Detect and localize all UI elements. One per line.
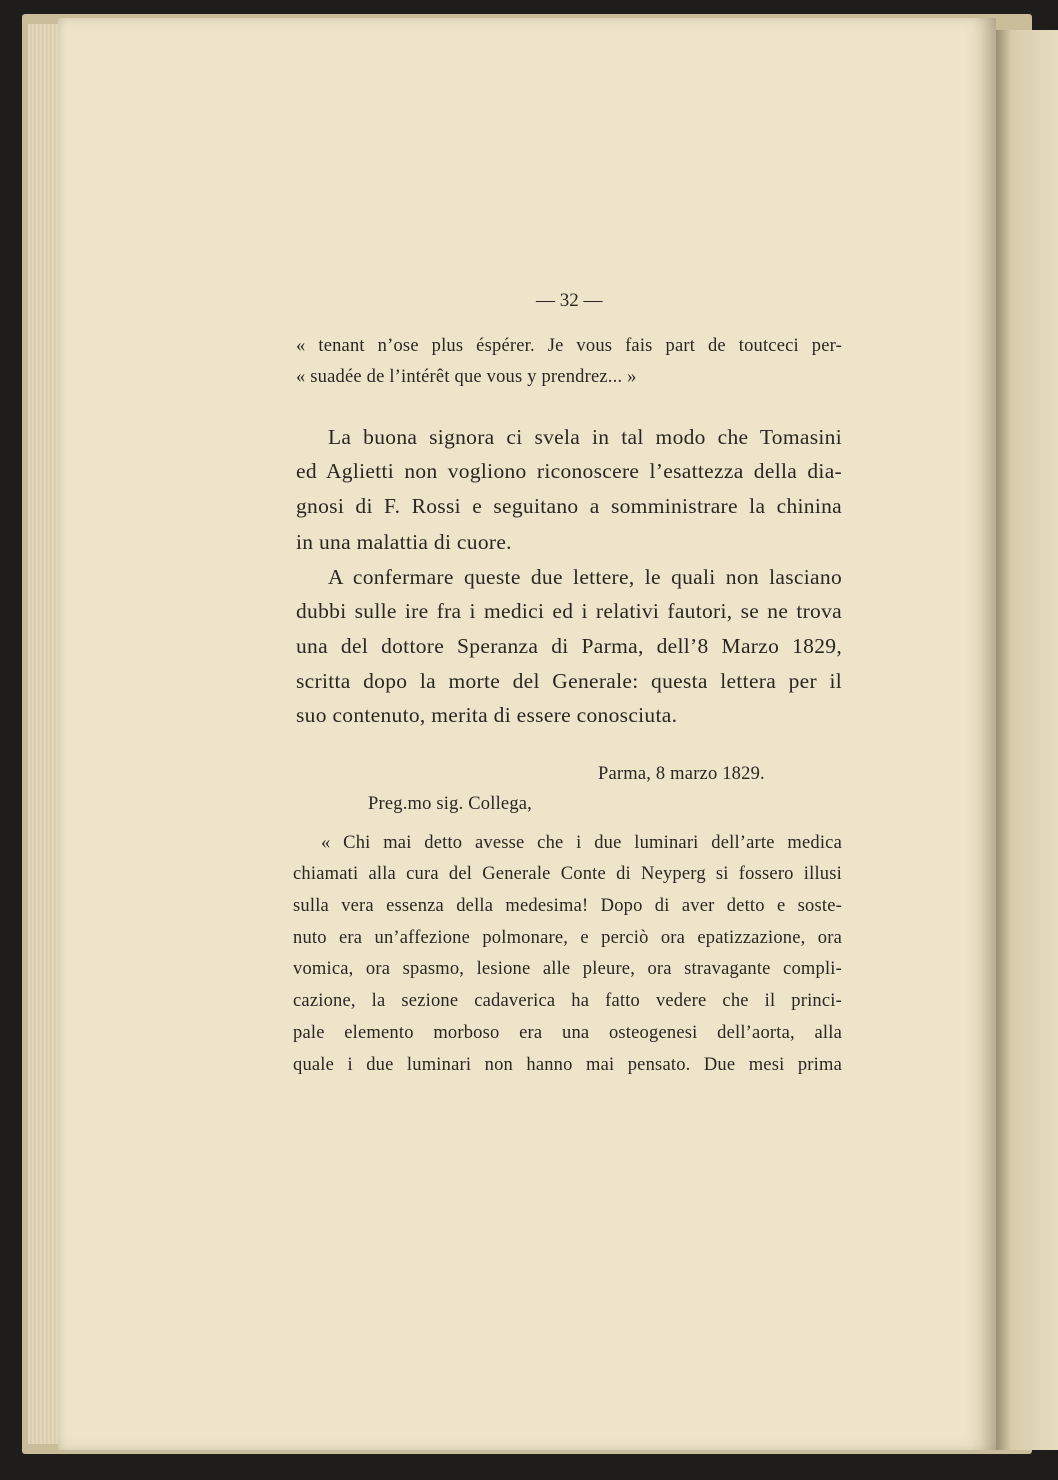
letter-line: pale elemento morboso era una osteogenesi dell’aorta, alla (293, 1023, 842, 1043)
paragraph-line: dubbi sulle ire fra i medici ed i relativi fautori, se ne trova (296, 599, 842, 623)
quote-line: « suadée de l’intérêt que vous y prendrez... » (296, 367, 637, 387)
paragraph-line: ed Aglietti non vogliono riconoscere l’esattezza della dia- (296, 459, 842, 483)
paragraph-line: A confermare queste due lettere, le quali non lasciano (328, 565, 842, 589)
paragraph-line: suo contenuto, merita di essere conosciuta. (296, 703, 678, 727)
letter-line: chiamati alla cura del Generale Conte di Neyperg si fossero illusi (293, 864, 842, 884)
letter-date: Parma, 8 marzo 1829. (598, 764, 765, 784)
paragraph-line: una del dottore Speranza di Parma, dell’8 Marzo 1829, (296, 634, 842, 658)
letter-line: quale i due luminari non hanno mai pensato. Due mesi prima (293, 1055, 842, 1075)
letter-line: cazione, la sezione cadaverica ha fatto vedere che il princi- (293, 991, 842, 1011)
letter-salutation: Preg.mo sig. Collega, (368, 794, 533, 814)
letter-line: nuto era un’affezione polmonare, e perciò ora epatizzazione, ora (293, 928, 842, 948)
letter-line: sulla vera essenza della medesima! Dopo di aver detto e soste- (293, 896, 842, 916)
page-stack-edge (28, 24, 58, 1444)
paragraph-line: gnosi di F. Rossi e seguitano a somministrare la chinina (296, 494, 842, 518)
letter-line: « Chi mai detto avesse che i due luminari dell’arte medica (321, 833, 842, 853)
next-page-edge (992, 30, 1058, 1450)
paragraph-line: in una malattia di cuore. (296, 530, 512, 554)
paragraph-line: scritta dopo la morte del Generale: questa lettera per il (296, 669, 842, 693)
book-page (58, 18, 996, 1450)
letter-line: vomica, ora spasmo, lesione alle pleure, ora stravagante compli- (293, 959, 842, 979)
quote-line: « tenant n’ose plus éspérer. Je vous fais part de toutceci per- (296, 336, 842, 356)
paragraph-line: La buona signora ci svela in tal modo che Tomasini (328, 425, 842, 449)
page-number: — 32 — (536, 290, 603, 311)
